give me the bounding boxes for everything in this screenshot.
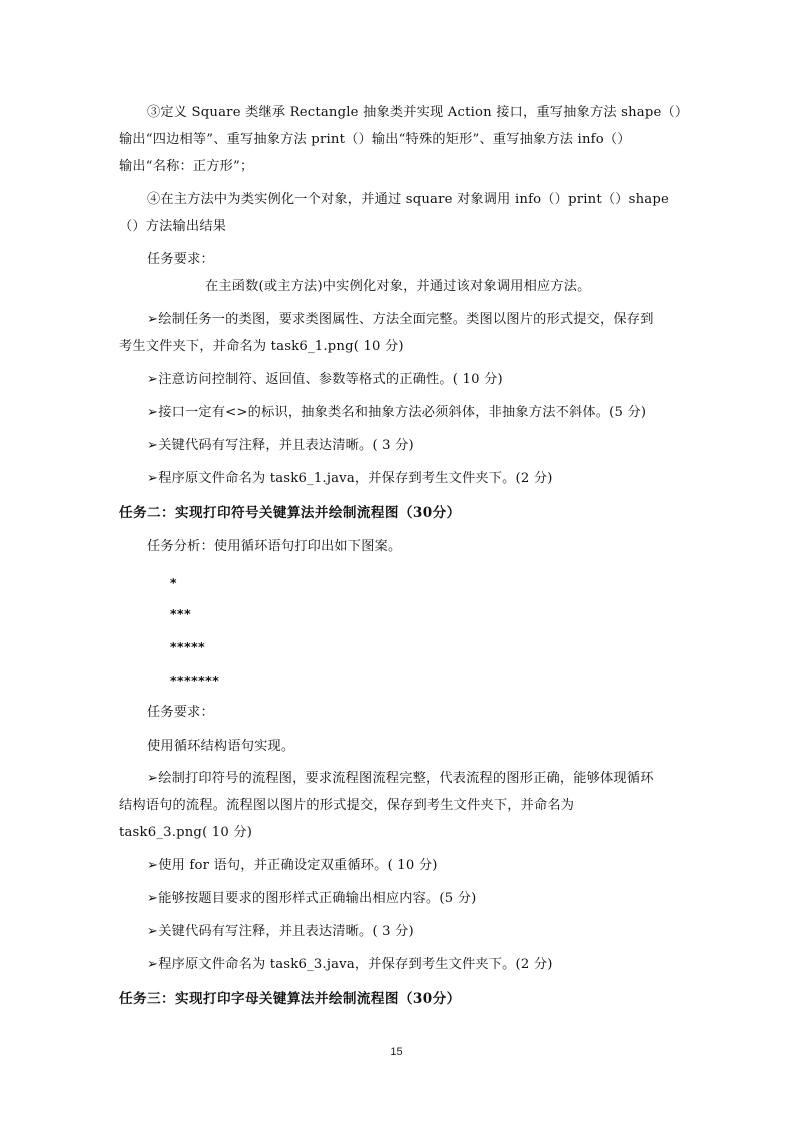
task1-bullet-4: ➢关键代码有写注释，并且表达清晰。( 3 分) [147,438,414,453]
task1-bullet-2: ➢注意访问控制符、返回值、参数等格式的正确性。( 10 分) [147,372,503,387]
task2-heading: 任务二：实现打印符号关键算法并绘制流程图（30分） [119,505,461,521]
task1-item3-line3: 输出“名称：正方形”； [119,159,254,174]
task1-requirements-title: 任务要求： [147,252,214,267]
task1-item3-line2: 输出“四边相等”、重写抽象方法 print（）输出“特殊的矩形”、重写抽象方法 info（） [119,132,631,147]
task1-item4-line1: ④在主方法中为类实例化一个对象，并通过 square 对象调用 info（）print（）shape [147,192,669,207]
task2-bullet-5: ➢程序原文件命名为 task6_3.java，并保存到考生文件夹下。(2 分) [147,957,553,972]
task1-bullet-1-line2: 考生文件夹下，并命名为 task6_1.png( 10 分) [119,339,404,354]
pattern-row-1: * [170,575,178,590]
task1-requirements-intro: 在主函数(或主方法)中实例化对象，并通过该对象调用相应方法。 [205,279,591,294]
task2-requirements-intro: 使用循环结构语句实现。 [147,739,295,754]
task2-bullet-3: ➢能够按题目要求的图形样式正确输出相应内容。(5 分) [147,891,477,906]
task2-bullet-4: ➢关键代码有写注释，并且表达清晰。( 3 分) [147,924,414,939]
pattern-row-4: ******* [170,673,220,688]
pattern-row-2: *** [170,606,192,621]
task2-bullet-2: ➢使用 for 语句，并正确设定双重循环。( 10 分) [147,858,438,873]
task2-bullet-1-line1: ➢绘制打印符号的流程图，要求流程图流程完整，代表流程的图形正确，能够体现循环 [147,771,654,786]
task2-analysis: 任务分析：使用循环语句打印出如下图案。 [147,539,402,554]
pattern-row-3: ***** [170,639,206,654]
task1-item4-line2: （）方法输出结果 [119,219,227,234]
task1-bullet-5: ➢程序原文件命名为 task6_1.java，并保存到考生文件夹下。(2 分) [147,471,553,486]
page-number: 15 [390,1046,403,1058]
task2-requirements-title: 任务要求： [147,705,214,720]
task3-heading: 任务三：实现打印字母关键算法并绘制流程图（30分） [119,991,461,1007]
task1-bullet-1-line1: ➢绘制任务一的类图，要求类图属性、方法全面完整。类图以图片的形式提交，保存到 [147,312,654,327]
task1-item3-line1: ③定义 Square 类继承 Rectangle 抽象类并实现 Action 接口，重写抽象方法 shape（） [147,105,689,120]
task2-bullet-1-line3: task6_3.png( 10 分) [119,825,253,840]
task1-bullet-3: ➢接口一定有<>的标识，抽象类名和抽象方法必须斜体，非抽象方法不斜体。(5 分) [147,405,647,420]
task2-bullet-1-line2: 结构语句的流程。流程图以图片的形式提交，保存到考生文件夹下，并命名为 [119,798,575,813]
